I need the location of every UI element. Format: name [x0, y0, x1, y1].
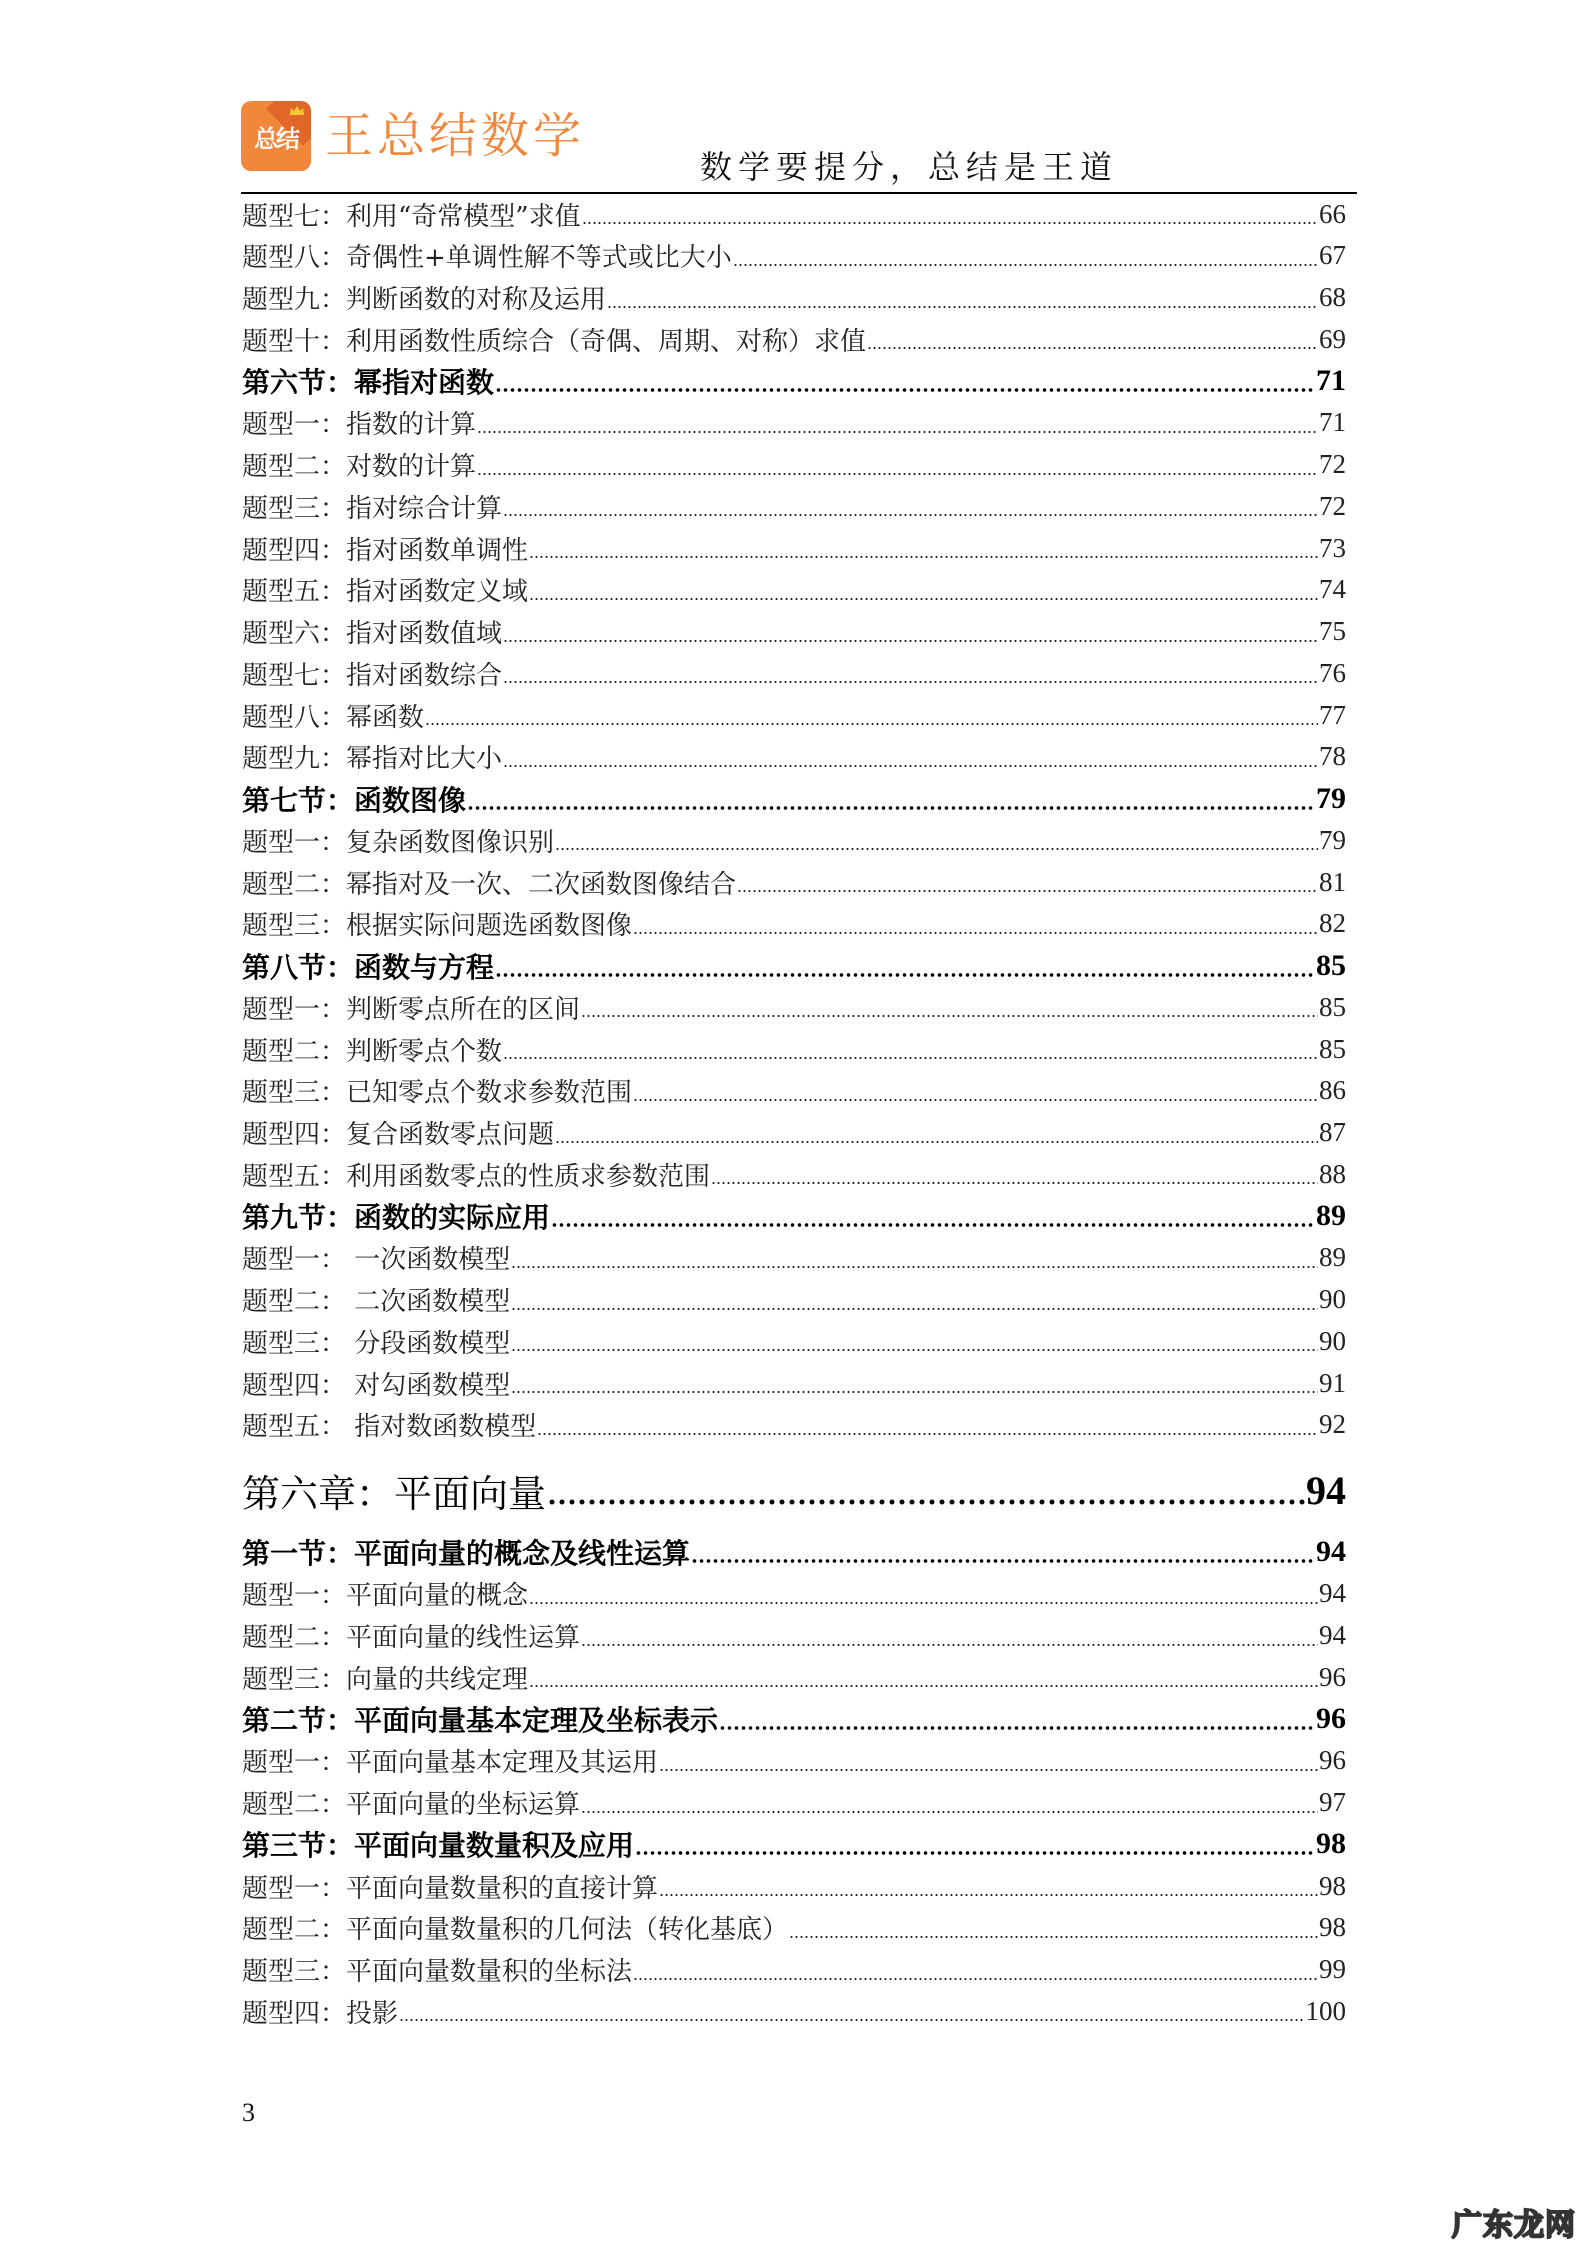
toc-page-number: 97	[1319, 1787, 1346, 1817]
dot-leader	[633, 1098, 1318, 1102]
dot-leader	[529, 555, 1318, 559]
dot-leader	[659, 1893, 1318, 1897]
toc-section-row[interactable]	[242, 1698, 1346, 1740]
toc-entry-title: 题型八：幂函数	[242, 702, 425, 733]
toc-entry-title: 第八节：函数与方程	[242, 950, 495, 984]
toc-entry-title: 题型四：投影	[242, 1998, 399, 2029]
toc-section-row[interactable]	[242, 1823, 1346, 1865]
toc-item-row[interactable]	[242, 903, 1346, 945]
dot-leader	[503, 680, 1318, 684]
toc-entry-title: 题型一：平面向量的概念	[242, 1581, 529, 1612]
toc-entry-title: 第一节：平面向量的概念及线性运算	[242, 1537, 691, 1570]
toc-section-row[interactable]	[242, 945, 1346, 987]
toc-page-number: 86	[1319, 1075, 1346, 1106]
dot-leader	[633, 931, 1318, 935]
toc-item-row[interactable]	[242, 652, 1346, 694]
dot-leader	[495, 387, 1315, 393]
toc-page-number: 82	[1319, 908, 1346, 939]
toc-item-row[interactable]	[242, 986, 1346, 1028]
dot-leader	[511, 1348, 1318, 1352]
toc-item-row[interactable]	[242, 569, 1346, 611]
toc-entry-title: 题型四： 对勾函数模型	[242, 1370, 511, 1401]
toc-item-row[interactable]	[242, 611, 1346, 653]
toc-page-number: 79	[1319, 824, 1346, 855]
toc-item-row[interactable]	[242, 235, 1346, 277]
toc-item-row[interactable]	[242, 1112, 1346, 1154]
dot-leader	[511, 1390, 1318, 1394]
toc-item-row[interactable]	[242, 1320, 1346, 1362]
toc-page-number: 91	[1319, 1367, 1346, 1398]
crown-icon	[289, 105, 305, 116]
toc-page-number: 67	[1319, 240, 1346, 271]
dot-leader	[867, 346, 1318, 350]
dot-leader	[537, 1432, 1318, 1436]
dot-leader	[633, 1977, 1318, 1981]
toc-item-row[interactable]	[242, 1907, 1346, 1949]
toc-page-number: 90	[1319, 1325, 1346, 1356]
dot-leader	[691, 1558, 1315, 1564]
dot-leader	[503, 764, 1318, 768]
toc-page-number: 98	[1316, 1827, 1346, 1861]
toc-entry-title: 题型一：指数的计算	[242, 410, 477, 441]
toc-entry-title: 题型四：复合函数零点问题	[242, 1120, 555, 1150]
toc-page-number: 76	[1319, 657, 1346, 688]
toc-section-row[interactable]	[242, 778, 1346, 820]
toc-entry-title: 题型一：平面向量数量积的直接计算	[242, 1873, 659, 1904]
toc-page-number: 89	[1316, 1199, 1346, 1232]
toc-entry-title: 题型二：对数的计算	[242, 452, 477, 482]
toc-page-number: 94	[1319, 1578, 1346, 1609]
toc-entry-title: 题型二：平面向量的线性运算	[242, 1623, 581, 1653]
toc-section-row[interactable]	[242, 1195, 1346, 1237]
toc-item-row[interactable]	[242, 527, 1346, 569]
toc-page-number: 98	[1319, 1912, 1346, 1943]
toc-entry-title: 题型七：利用“奇常模型”求值	[242, 201, 581, 232]
dot-leader	[581, 1643, 1318, 1647]
toc-page-number: 75	[1319, 616, 1346, 646]
toc-item-row[interactable]	[242, 1740, 1346, 1782]
dot-leader	[737, 889, 1318, 893]
toc-page-number: 85	[1319, 1033, 1346, 1064]
toc-section-row[interactable]	[242, 1531, 1346, 1573]
dot-leader	[529, 1601, 1318, 1605]
toc-section-row[interactable]	[242, 360, 1346, 402]
dot-leader	[555, 1140, 1318, 1144]
toc-item-row[interactable]	[242, 819, 1346, 861]
toc-page-number: 69	[1319, 323, 1346, 354]
toc-item-row[interactable]	[242, 1153, 1346, 1195]
toc-entry-title: 题型二：平面向量的坐标运算	[242, 1790, 581, 1820]
toc-page-number: 94	[1306, 1467, 1346, 1513]
logo-badge	[241, 101, 311, 171]
dot-leader	[581, 1014, 1318, 1018]
toc-page-number: 79	[1316, 781, 1346, 815]
dot-leader	[555, 847, 1318, 851]
toc-item-row[interactable]	[242, 1028, 1346, 1070]
toc-page-number: 92	[1319, 1409, 1346, 1440]
toc-item-row[interactable]	[242, 1782, 1346, 1824]
toc-entry-title: 第二节：平面向量基本定理及坐标表示	[242, 1704, 719, 1737]
toc-page-number: 100	[1305, 1995, 1346, 2026]
toc-entry-title: 题型四：指对函数单调性	[242, 535, 529, 566]
header-slogan: 数学要提分，总结是王道	[700, 148, 1119, 186]
toc-entry-title: 题型三：向量的共线定理	[242, 1664, 529, 1695]
toc-page-number: 89	[1319, 1242, 1346, 1273]
toc-entry-title: 题型一：平面向量基本定理及其运用	[242, 1748, 659, 1779]
toc-item-row[interactable]	[242, 1404, 1346, 1446]
toc-page-number: 99	[1319, 1954, 1346, 1984]
dot-leader	[581, 1810, 1318, 1814]
toc-entry-title: 题型五：指对函数定义域	[242, 577, 529, 608]
toc-page-number: 71	[1319, 407, 1346, 438]
toc-item-row[interactable]	[242, 1070, 1346, 1112]
toc-entry-title: 题型二： 二次函数模型	[242, 1287, 511, 1317]
dot-leader	[582, 221, 1318, 225]
toc-item-row[interactable]	[242, 1237, 1346, 1279]
toc-entry-title: 题型三：指对综合计算	[242, 493, 503, 524]
toc-item-row[interactable]	[242, 1656, 1346, 1698]
toc-entry-title: 第九节：函数的实际应用	[242, 1201, 551, 1234]
toc-entry-title: 题型二：判断零点个数	[242, 1036, 503, 1067]
dot-leader	[503, 639, 1318, 643]
toc-entry-title: 第六节：幂指对函数	[242, 366, 495, 399]
toc-chapter-row[interactable]	[242, 1462, 1346, 1518]
toc-page-number: 87	[1319, 1117, 1346, 1147]
toc-entry-title: 题型八：奇偶性+单调性解不等式或比大小	[242, 243, 732, 274]
dot-leader	[635, 1850, 1315, 1856]
toc-page-number: 96	[1316, 1702, 1346, 1735]
dot-leader	[607, 305, 1318, 309]
dot-leader	[511, 1307, 1318, 1311]
toc-page-number: 85	[1316, 948, 1346, 982]
dot-leader	[399, 2018, 1304, 2022]
toc-page-number: 73	[1319, 532, 1346, 563]
toc-page-number: 68	[1319, 282, 1346, 312]
toc-entry-title: 题型三：根据实际问题选函数图像	[242, 911, 633, 942]
dot-leader	[529, 597, 1318, 601]
toc-item-row[interactable]	[242, 485, 1346, 527]
toc-entry-title: 题型二：平面向量数量积的几何法（转化基底）	[242, 1915, 789, 1946]
toc-entry-title: 第七节：函数图像	[242, 783, 467, 817]
toc-item-row[interactable]	[242, 1362, 1346, 1404]
dot-leader	[529, 1684, 1318, 1688]
toc-item-row[interactable]	[242, 694, 1346, 736]
logo-name: 王总结数学	[325, 108, 586, 164]
toc-item-row[interactable]	[242, 193, 1346, 235]
toc-item-row[interactable]	[242, 277, 1346, 319]
toc-page-number: 81	[1319, 866, 1346, 897]
dot-leader	[551, 1222, 1315, 1228]
dot-leader	[467, 805, 1315, 811]
toc-entry-title: 题型五： 指对数函数模型	[242, 1412, 537, 1443]
toc-entry-title: 题型一： 一次函数模型	[242, 1245, 511, 1276]
brand-logo	[241, 101, 585, 171]
toc-item-row[interactable]	[242, 1865, 1346, 1907]
toc-entry-title: 题型三： 分段函数模型	[242, 1328, 511, 1359]
logo-badge-text: 总结	[254, 124, 298, 153]
toc-page-number: 77	[1319, 699, 1346, 730]
toc-entry-title: 题型二：幂指对及一次、二次函数图像结合	[242, 869, 737, 900]
dot-leader	[659, 1768, 1318, 1772]
footer-page-number: 3	[242, 2098, 255, 2127]
toc-item-row[interactable]	[242, 1573, 1346, 1615]
toc-entry-title: 题型三：已知零点个数求参数范围	[242, 1078, 633, 1109]
toc-page-number: 94	[1319, 1620, 1346, 1650]
dot-leader	[511, 1265, 1318, 1269]
toc-entry-title: 第六章：平面向量	[242, 1471, 547, 1516]
dot-leader	[503, 1056, 1318, 1060]
toc-page-number: 88	[1319, 1158, 1346, 1189]
toc-entry-title: 题型七：指对函数综合	[242, 660, 503, 691]
toc-page-number: 72	[1319, 449, 1346, 479]
dot-leader	[789, 1935, 1318, 1939]
toc-item-row[interactable]	[242, 1615, 1346, 1657]
toc-page-number: 72	[1319, 490, 1346, 521]
toc-page-number: 96	[1319, 1745, 1346, 1776]
toc-item-row[interactable]	[242, 1949, 1346, 1991]
toc-item-row[interactable]	[242, 444, 1346, 486]
toc-page-number: 85	[1319, 991, 1346, 1022]
toc-page-number: 96	[1319, 1661, 1346, 1692]
toc-entry-title: 题型十：利用函数性质综合（奇偶、周期、对称）求值	[242, 326, 867, 357]
dot-leader	[477, 430, 1318, 434]
dot-leader	[477, 472, 1318, 476]
toc-entry-title: 题型一：复杂函数图像识别	[242, 827, 555, 858]
toc-page-number: 71	[1316, 364, 1346, 397]
toc-page-number: 78	[1319, 741, 1346, 772]
toc-item-row[interactable]	[242, 861, 1346, 903]
toc-page-number: 74	[1319, 574, 1346, 605]
toc-item-row[interactable]	[242, 736, 1346, 778]
toc-entry-title: 题型三：平面向量数量积的坐标法	[242, 1957, 633, 1987]
watermark: 广东龙网	[1452, 2208, 1576, 2243]
dot-leader	[495, 972, 1315, 978]
toc-page-number: 98	[1319, 1870, 1346, 1901]
dot-leader	[547, 1498, 1305, 1506]
toc-entry-title: 题型九：判断函数的对称及运用	[242, 285, 607, 315]
dot-leader	[425, 722, 1318, 726]
dot-leader	[719, 1725, 1315, 1731]
toc-entry-title: 第三节：平面向量数量积及应用	[242, 1829, 635, 1863]
toc-page-number: 66	[1319, 198, 1346, 229]
toc-item-row[interactable]	[242, 318, 1346, 360]
toc-item-row[interactable]	[242, 1279, 1346, 1321]
toc-entry-title: 题型六：指对函数值域	[242, 619, 503, 649]
toc-entry-title: 题型五：利用函数零点的性质求参数范围	[242, 1161, 711, 1192]
toc-page-number: 90	[1319, 1284, 1346, 1314]
toc-item-row[interactable]	[242, 402, 1346, 444]
dot-leader	[711, 1181, 1318, 1185]
toc-page-number: 94	[1316, 1535, 1346, 1568]
toc-entry-title: 题型九：幂指对比大小	[242, 744, 503, 775]
toc-item-row[interactable]	[242, 1990, 1346, 2032]
dot-leader	[733, 263, 1318, 267]
dot-leader	[503, 513, 1318, 517]
toc-entry-title: 题型一：判断零点所在的区间	[242, 994, 581, 1025]
